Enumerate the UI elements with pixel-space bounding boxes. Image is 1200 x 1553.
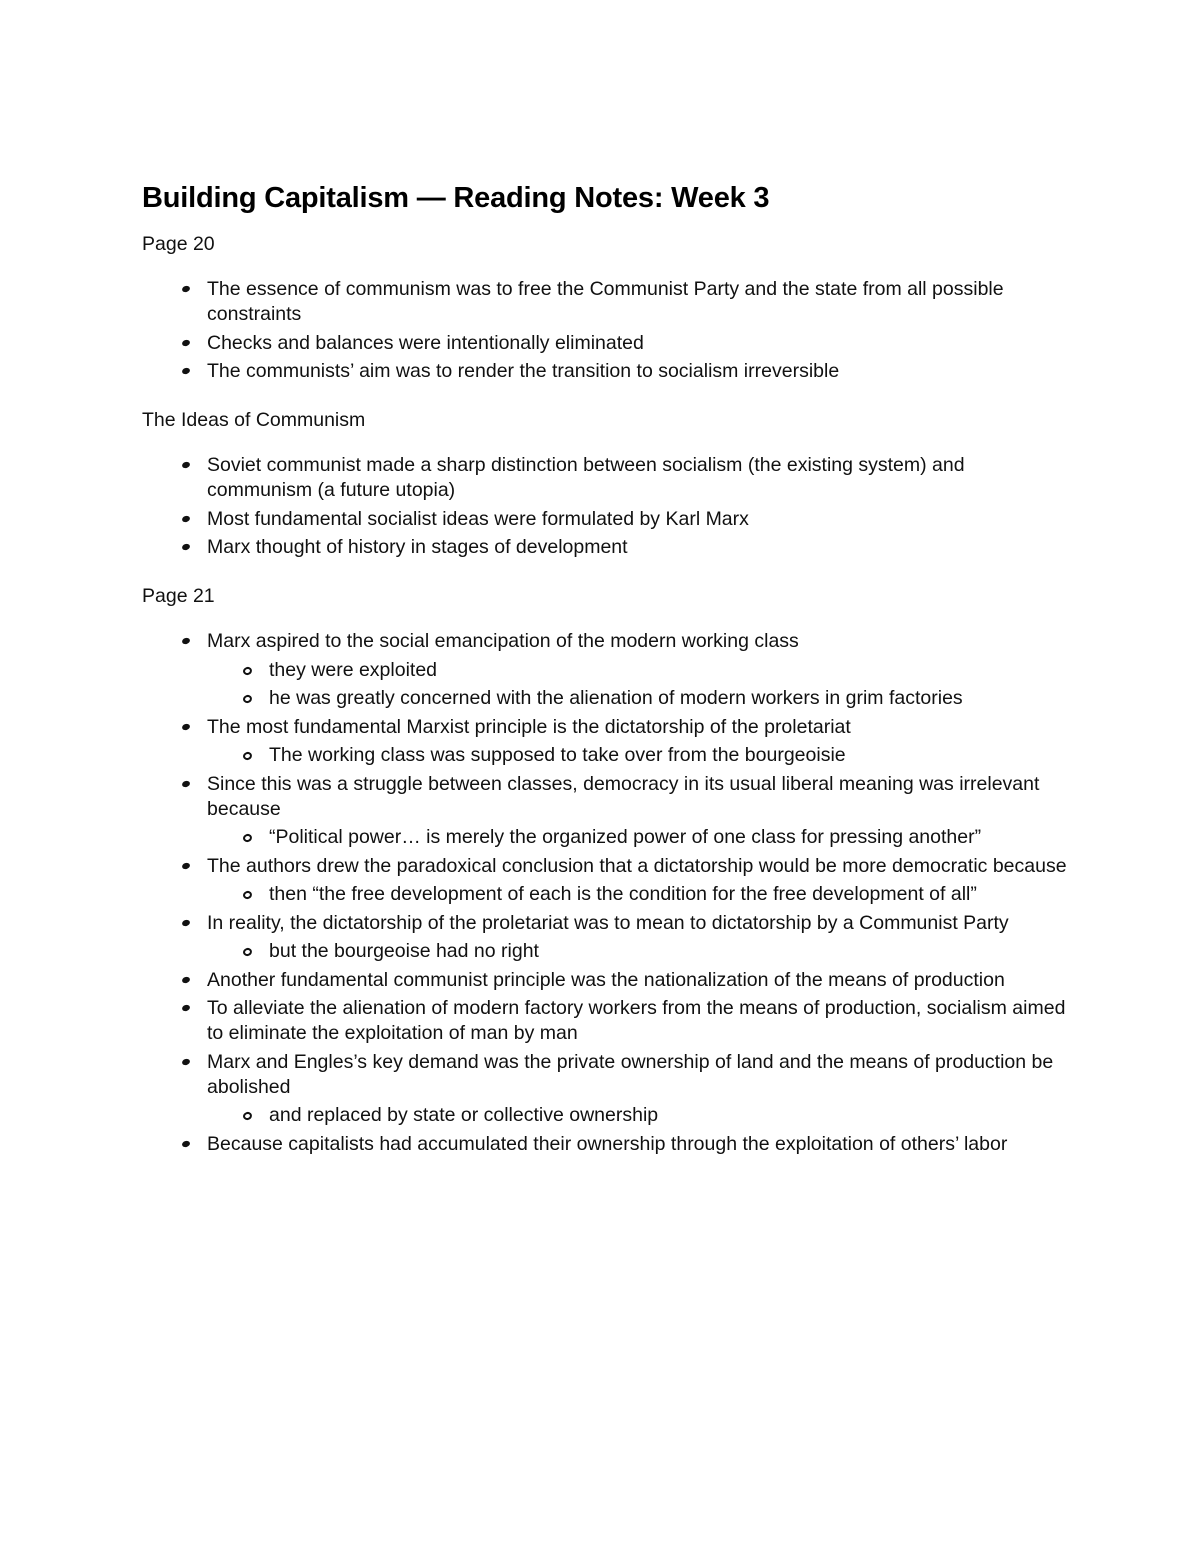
- list-item-text: Since this was a struggle between classes, democracy in its usual liberal meaning was irrelevant because: [207, 772, 1040, 820]
- list-item-text: Checks and balances were intentionally eliminated: [207, 331, 644, 354]
- sub-bullet-list: [207, 939, 1072, 964]
- list-item: [142, 996, 1072, 1046]
- list-item-text: Soviet communist made a sharp distinction between socialism (the existing system) and communism (a future utopia): [207, 454, 965, 501]
- list-item: [142, 1132, 1072, 1157]
- sub-bullet-list: [207, 743, 1072, 768]
- notes-body: [142, 232, 1072, 1157]
- list-item-text: Because capitalists had accumulated their ownership through the exploitation of others’ labor: [207, 1132, 1008, 1155]
- bullet-dot-icon: [181, 367, 190, 375]
- list-item: [142, 331, 1072, 356]
- hollow-bullet-icon: [242, 751, 253, 761]
- list-item: [142, 1050, 1072, 1129]
- list-item-text: In reality, the dictatorship of the proletariat was to mean to dictatorship by a Communist Party: [207, 911, 1009, 934]
- list-item: [142, 911, 1072, 965]
- sub-list-item-text: he was greatly concerned with the alienation of modern workers in grim factories: [269, 687, 963, 709]
- sub-list-item-text: then “the free development of each is the condition for the free development of all”: [269, 883, 977, 905]
- sub-bullet-list: [207, 1103, 1072, 1128]
- bullet-dot-icon: [181, 722, 190, 730]
- sub-list-item: [207, 882, 1072, 907]
- bullet-dot-icon: [181, 338, 190, 346]
- document-page: [142, 178, 1072, 1181]
- sub-list-item-text: they were exploited: [269, 658, 438, 681]
- bullet-dot-icon: [181, 1139, 190, 1147]
- hollow-bullet-icon: [242, 833, 253, 843]
- bullet-dot-icon: [181, 918, 190, 926]
- hollow-bullet-icon: [242, 694, 253, 704]
- list-item: [142, 535, 1072, 560]
- list-item: [142, 453, 1072, 503]
- list-item: [142, 854, 1072, 908]
- bullet-dot-icon: [181, 975, 190, 983]
- bullet-list: [142, 277, 1072, 384]
- list-item-text: The essence of communism was to free the Communist Party and the state from all possible constraints: [207, 278, 1004, 325]
- sub-bullet-list: [207, 658, 1072, 712]
- document-title: Building Capitalism — Reading Notes: Week 3: [142, 182, 770, 214]
- bullet-dot-icon: [181, 514, 190, 522]
- list-item-text: The most fundamental Marxist principle is the dictatorship of the proletariat: [207, 715, 851, 738]
- bullet-list: [142, 453, 1072, 560]
- sub-list-item-text: and replaced by state or collective ownership: [269, 1104, 659, 1126]
- list-item: [142, 359, 1072, 384]
- bullet-dot-icon: [181, 779, 190, 787]
- list-item-text: To alleviate the alienation of modern factory workers from the means of production, socialism aimed to eliminate the exploitation of man by man: [207, 997, 1066, 1044]
- section-heading: Page 20: [142, 233, 215, 255]
- bullet-dot-icon: [181, 1004, 190, 1012]
- list-item-text: Another fundamental communist principle was the nationalization of the means of production: [207, 968, 1005, 991]
- bullet-list: [142, 629, 1072, 1157]
- bullet-dot-icon: [181, 543, 190, 551]
- list-item: [142, 772, 1072, 851]
- list-item-text: The authors drew the paradoxical conclusion that a dictatorship would be more democratic because: [207, 854, 1067, 877]
- section-heading: Page 21: [142, 585, 215, 607]
- hollow-bullet-icon: [242, 1111, 253, 1121]
- list-item-text: Marx and Engles’s key demand was the private ownership of land and the means of production be abolished: [207, 1050, 1054, 1098]
- list-item-text: Marx aspired to the social emancipation of the modern working class: [207, 630, 799, 652]
- bullet-dot-icon: [181, 1057, 190, 1065]
- sub-list-item-text: “Political power… is merely the organized power of one class for pressing another”: [269, 826, 982, 848]
- list-item: [142, 968, 1072, 993]
- hollow-bullet-icon: [242, 665, 253, 675]
- sub-list-item: [207, 686, 1072, 711]
- sub-list-item-text: The working class was supposed to take over from the bourgeoisie: [269, 744, 846, 766]
- sub-list-item: [207, 939, 1072, 964]
- section-heading: The Ideas of Communism: [142, 409, 366, 431]
- bullet-dot-icon: [181, 637, 190, 645]
- list-item-text: The communists’ aim was to render the transition to socialism irreversible: [207, 360, 840, 382]
- sub-list-item: [207, 1103, 1072, 1128]
- list-item: [142, 507, 1072, 532]
- sub-list-item-text: but the bourgeoise had no right: [269, 940, 539, 962]
- sub-bullet-list: [207, 825, 1072, 850]
- sub-list-item: [207, 825, 1072, 850]
- sub-list-item: [207, 658, 1072, 683]
- list-item: [142, 715, 1072, 769]
- hollow-bullet-icon: [242, 890, 253, 900]
- bullet-dot-icon: [181, 285, 190, 293]
- list-item: [142, 629, 1072, 711]
- list-item-text: Marx thought of history in stages of development: [207, 536, 628, 558]
- bullet-dot-icon: [181, 461, 190, 469]
- list-item: [142, 277, 1072, 327]
- hollow-bullet-icon: [242, 947, 253, 957]
- list-item-text: Most fundamental socialist ideas were formulated by Karl Marx: [207, 507, 749, 530]
- bullet-dot-icon: [181, 861, 190, 869]
- sub-list-item: [207, 743, 1072, 768]
- sub-bullet-list: [207, 882, 1072, 907]
